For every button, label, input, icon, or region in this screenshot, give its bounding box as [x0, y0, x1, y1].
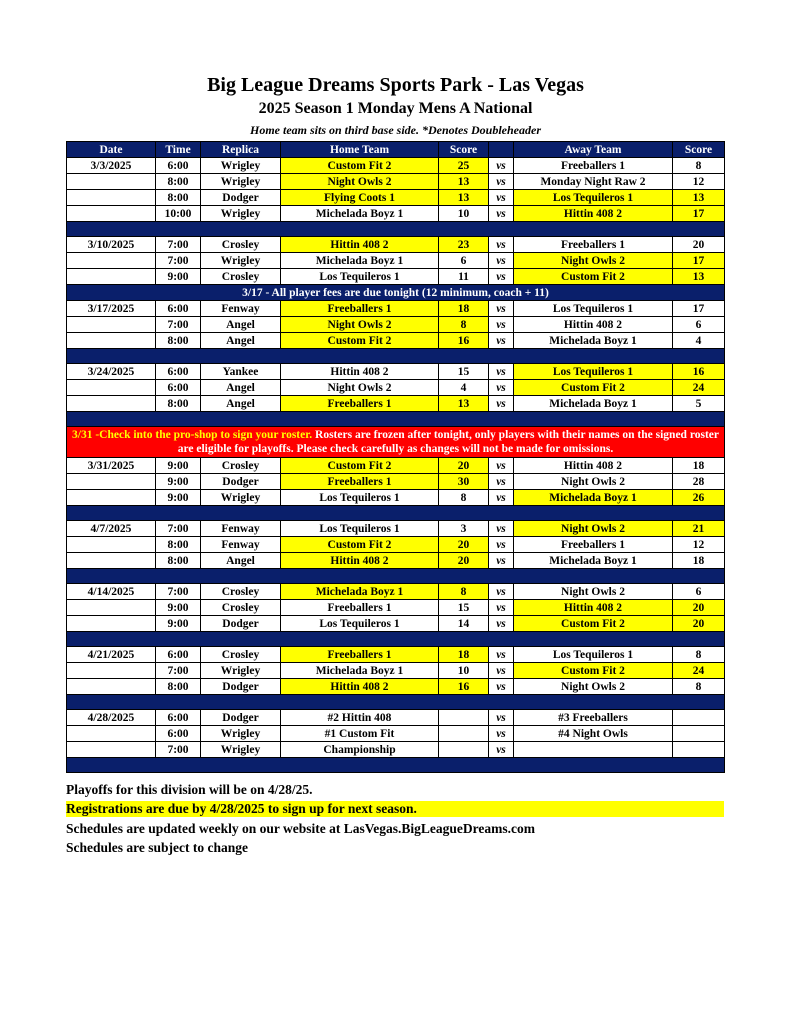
week-separator: [67, 349, 725, 364]
home-score: 15: [439, 364, 489, 380]
separator-cell: [67, 569, 725, 584]
field-replica: Wrigley: [201, 253, 281, 269]
field-replica: Yankee: [201, 364, 281, 380]
schedule-body: [67, 158, 725, 773]
away-team: Night Owls 2: [514, 253, 673, 269]
game-date: [67, 474, 156, 490]
vs-label: vs: [489, 458, 514, 474]
roster-alert-row: [67, 427, 725, 458]
game-time: 9:00: [156, 458, 201, 474]
game-date: [67, 206, 156, 222]
home-score: 13: [439, 190, 489, 206]
vs-label: vs: [489, 206, 514, 222]
game-time: 7:00: [156, 521, 201, 537]
away-team: Michelada Boyz 1: [514, 553, 673, 569]
vs-label: vs: [489, 253, 514, 269]
week-separator: [67, 569, 725, 584]
game-time: 6:00: [156, 726, 201, 742]
game-date: [67, 333, 156, 349]
home-score: [439, 742, 489, 758]
game-row: [67, 616, 725, 632]
separator-cell: [67, 349, 725, 364]
away-team: [514, 742, 673, 758]
game-time: 9:00: [156, 616, 201, 632]
game-time: 8:00: [156, 174, 201, 190]
game-row: [67, 521, 725, 537]
away-team: Los Tequileros 1: [514, 364, 673, 380]
game-date: 4/28/2025: [67, 710, 156, 726]
game-time: 9:00: [156, 474, 201, 490]
game-row: [67, 190, 725, 206]
game-row: [67, 537, 725, 553]
away-score: 12: [673, 537, 725, 553]
field-replica: Wrigley: [201, 174, 281, 190]
home-score: [439, 726, 489, 742]
home-team: #1 Custom Fit: [281, 726, 439, 742]
home-team: Freeballers 1: [281, 600, 439, 616]
away-team: Freeballers 1: [514, 237, 673, 253]
vs-label: vs: [489, 237, 514, 253]
game-row: [67, 490, 725, 506]
game-date: [67, 490, 156, 506]
game-time: 9:00: [156, 490, 201, 506]
vs-label: vs: [489, 647, 514, 663]
game-time: 7:00: [156, 584, 201, 600]
vs-label: vs: [489, 616, 514, 632]
away-team: #4 Night Owls: [514, 726, 673, 742]
away-team: Hittin 408 2: [514, 458, 673, 474]
field-replica: Fenway: [201, 301, 281, 317]
separator-cell: [67, 758, 725, 773]
away-team: Night Owls 2: [514, 679, 673, 695]
field-replica: Angel: [201, 317, 281, 333]
field-replica: Crosley: [201, 600, 281, 616]
game-date: [67, 174, 156, 190]
game-date: [67, 600, 156, 616]
home-score: 25: [439, 158, 489, 174]
game-date: 4/14/2025: [67, 584, 156, 600]
separator-cell: [67, 632, 725, 647]
home-score: 8: [439, 584, 489, 600]
game-time: 9:00: [156, 269, 201, 285]
home-team: Hittin 408 2: [281, 364, 439, 380]
away-score: 8: [673, 647, 725, 663]
game-date: [67, 317, 156, 333]
home-score: 20: [439, 553, 489, 569]
game-row: [67, 600, 725, 616]
vs-label: vs: [489, 474, 514, 490]
game-date: 3/10/2025: [67, 237, 156, 253]
game-date: [67, 537, 156, 553]
away-team: Custom Fit 2: [514, 269, 673, 285]
vs-label: vs: [489, 174, 514, 190]
game-row: [67, 333, 725, 349]
home-score: 20: [439, 458, 489, 474]
away-team: Night Owls 2: [514, 584, 673, 600]
away-team: Night Owls 2: [514, 521, 673, 537]
game-time: 8:00: [156, 396, 201, 412]
game-date: [67, 253, 156, 269]
fee-banner-row: [67, 285, 725, 301]
field-replica: Dodger: [201, 616, 281, 632]
away-score: 8: [673, 679, 725, 695]
field-replica: Crosley: [201, 647, 281, 663]
home-team: Flying Coots 1: [281, 190, 439, 206]
home-score: 16: [439, 333, 489, 349]
home-team: Custom Fit 2: [281, 333, 439, 349]
vs-label: vs: [489, 269, 514, 285]
game-time: 8:00: [156, 537, 201, 553]
away-score: [673, 710, 725, 726]
home-team: Los Tequileros 1: [281, 521, 439, 537]
roster-alert-text: Rosters are frozen after tonight, only players with their names on the signed roster are eligible for playoffs. Please check carefully as changes will not be made for omissions.: [177, 429, 719, 455]
field-replica: Crosley: [201, 458, 281, 474]
home-score: 4: [439, 380, 489, 396]
game-time: 6:00: [156, 364, 201, 380]
home-team: Michelada Boyz 1: [281, 663, 439, 679]
schedule-table: [66, 141, 725, 773]
home-score: 13: [439, 396, 489, 412]
game-date: [67, 663, 156, 679]
col-home-score: Score: [439, 142, 489, 158]
game-row: [67, 253, 725, 269]
col-replica: Replica: [201, 142, 281, 158]
game-time: 9:00: [156, 600, 201, 616]
game-time: 10:00: [156, 206, 201, 222]
away-score: 26: [673, 490, 725, 506]
home-team: Los Tequileros 1: [281, 616, 439, 632]
col-time: Time: [156, 142, 201, 158]
away-score: 5: [673, 396, 725, 412]
away-score: 6: [673, 317, 725, 333]
field-replica: Wrigley: [201, 158, 281, 174]
game-time: 8:00: [156, 190, 201, 206]
field-replica: Wrigley: [201, 726, 281, 742]
home-team: Hittin 408 2: [281, 237, 439, 253]
field-replica: Fenway: [201, 521, 281, 537]
game-row: [67, 364, 725, 380]
home-team: Hittin 408 2: [281, 553, 439, 569]
playoffs-note: Playoffs for this division will be on 4/28/25.: [66, 782, 313, 797]
home-team: Freeballers 1: [281, 396, 439, 412]
away-score: 13: [673, 190, 725, 206]
home-team: Freeballers 1: [281, 647, 439, 663]
game-date: [67, 553, 156, 569]
separator-cell: [67, 506, 725, 521]
game-time: 8:00: [156, 679, 201, 695]
game-time: 6:00: [156, 158, 201, 174]
game-time: 7:00: [156, 253, 201, 269]
home-team: Night Owls 2: [281, 174, 439, 190]
vs-label: vs: [489, 301, 514, 317]
game-date: 3/17/2025: [67, 301, 156, 317]
field-replica: Fenway: [201, 537, 281, 553]
home-score: 23: [439, 237, 489, 253]
away-team: Custom Fit 2: [514, 663, 673, 679]
game-time: 6:00: [156, 301, 201, 317]
home-team: Custom Fit 2: [281, 458, 439, 474]
home-score: 14: [439, 616, 489, 632]
home-score: 30: [439, 474, 489, 490]
game-row: [67, 679, 725, 695]
home-score: 18: [439, 301, 489, 317]
home-score: 8: [439, 490, 489, 506]
game-row: [67, 474, 725, 490]
away-score: 6: [673, 584, 725, 600]
vs-label: vs: [489, 663, 514, 679]
game-row: [67, 710, 725, 726]
away-score: 4: [673, 333, 725, 349]
away-team: Hittin 408 2: [514, 600, 673, 616]
away-score: 20: [673, 600, 725, 616]
game-row: [67, 647, 725, 663]
home-score: 20: [439, 537, 489, 553]
field-replica: Angel: [201, 396, 281, 412]
game-date: [67, 380, 156, 396]
game-time: 7:00: [156, 237, 201, 253]
home-score: 15: [439, 600, 489, 616]
game-date: [67, 269, 156, 285]
away-score: 12: [673, 174, 725, 190]
game-time: 6:00: [156, 380, 201, 396]
field-replica: Crosley: [201, 584, 281, 600]
home-team: Los Tequileros 1: [281, 269, 439, 285]
col-home-team: Home Team: [281, 142, 439, 158]
vs-label: vs: [489, 190, 514, 206]
home-score: 13: [439, 174, 489, 190]
home-team: Los Tequileros 1: [281, 490, 439, 506]
away-score: 24: [673, 663, 725, 679]
home-score: 10: [439, 206, 489, 222]
field-replica: Angel: [201, 553, 281, 569]
home-score: 18: [439, 647, 489, 663]
week-separator: [67, 506, 725, 521]
col-vs: [489, 142, 514, 158]
home-team: Freeballers 1: [281, 301, 439, 317]
roster-alert: [67, 427, 725, 458]
away-score: 8: [673, 158, 725, 174]
field-replica: Dodger: [201, 710, 281, 726]
away-score: [673, 726, 725, 742]
game-date: [67, 742, 156, 758]
away-team: Michelada Boyz 1: [514, 333, 673, 349]
away-score: 20: [673, 616, 725, 632]
away-score: 13: [673, 269, 725, 285]
separator-cell: [67, 695, 725, 710]
away-team: Freeballers 1: [514, 537, 673, 553]
home-team: Hittin 408 2: [281, 679, 439, 695]
game-row: [67, 663, 725, 679]
game-date: [67, 726, 156, 742]
col-date: Date: [67, 142, 156, 158]
vs-label: vs: [489, 364, 514, 380]
vs-label: vs: [489, 490, 514, 506]
game-time: 7:00: [156, 742, 201, 758]
away-score: 16: [673, 364, 725, 380]
vs-label: vs: [489, 742, 514, 758]
vs-label: vs: [489, 679, 514, 695]
vs-label: vs: [489, 726, 514, 742]
away-team: Michelada Boyz 1: [514, 490, 673, 506]
week-separator: [67, 758, 725, 773]
roster-alert-highlight: 3/31 -Check into the pro-shop to sign your roster.: [72, 429, 313, 441]
field-replica: Crosley: [201, 269, 281, 285]
away-team: #3 Freeballers: [514, 710, 673, 726]
home-score: [439, 710, 489, 726]
game-time: 8:00: [156, 333, 201, 349]
vs-label: vs: [489, 158, 514, 174]
vs-label: vs: [489, 521, 514, 537]
field-replica: Crosley: [201, 237, 281, 253]
game-date: 3/3/2025: [67, 158, 156, 174]
field-replica: Wrigley: [201, 206, 281, 222]
away-team: Los Tequileros 1: [514, 647, 673, 663]
game-date: 3/31/2025: [67, 458, 156, 474]
home-team: Custom Fit 2: [281, 537, 439, 553]
game-row: [67, 237, 725, 253]
game-date: [67, 190, 156, 206]
vs-label: vs: [489, 584, 514, 600]
field-replica: Wrigley: [201, 742, 281, 758]
home-team: Night Owls 2: [281, 317, 439, 333]
away-team: Custom Fit 2: [514, 616, 673, 632]
week-separator: [67, 222, 725, 237]
away-team: Los Tequileros 1: [514, 301, 673, 317]
game-row: [67, 158, 725, 174]
away-score: 17: [673, 301, 725, 317]
field-replica: Angel: [201, 333, 281, 349]
game-row: [67, 742, 725, 758]
game-date: 4/7/2025: [67, 521, 156, 537]
col-away-team: Away Team: [514, 142, 673, 158]
game-row: [67, 174, 725, 190]
registration-note: Registrations are due by 4/28/2025 to sign up for next season.: [66, 801, 724, 817]
game-row: [67, 301, 725, 317]
page-title: Big League Dreams Sports Park - Las Vegas: [207, 74, 584, 96]
game-date: [67, 679, 156, 695]
away-team: Hittin 408 2: [514, 206, 673, 222]
away-team: Night Owls 2: [514, 474, 673, 490]
game-row: [67, 317, 725, 333]
fee-banner: 3/17 - All player fees are due tonight (12 minimum, coach + 11): [67, 285, 725, 301]
game-time: 7:00: [156, 663, 201, 679]
home-team: Night Owls 2: [281, 380, 439, 396]
home-team: Michelada Boyz 1: [281, 584, 439, 600]
schedule-note: Home team sits on third base side. *Denotes Doubleheader: [250, 123, 541, 137]
vs-label: vs: [489, 537, 514, 553]
separator-cell: [67, 222, 725, 237]
away-score: 18: [673, 553, 725, 569]
subject-to-change-note: Schedules are subject to change: [66, 840, 248, 855]
field-replica: Wrigley: [201, 663, 281, 679]
game-row: [67, 584, 725, 600]
vs-label: vs: [489, 317, 514, 333]
away-team: Freeballers 1: [514, 158, 673, 174]
vs-label: vs: [489, 333, 514, 349]
away-score: [673, 742, 725, 758]
game-time: 6:00: [156, 647, 201, 663]
vs-label: vs: [489, 710, 514, 726]
home-team: Michelada Boyz 1: [281, 206, 439, 222]
week-separator: [67, 412, 725, 427]
home-score: 10: [439, 663, 489, 679]
field-replica: Dodger: [201, 190, 281, 206]
away-score: 24: [673, 380, 725, 396]
game-row: [67, 396, 725, 412]
away-score: 17: [673, 253, 725, 269]
separator-cell: [67, 412, 725, 427]
away-score: 28: [673, 474, 725, 490]
home-score: 3: [439, 521, 489, 537]
game-time: 7:00: [156, 317, 201, 333]
home-team: Freeballers 1: [281, 474, 439, 490]
game-row: [67, 553, 725, 569]
home-score: 8: [439, 317, 489, 333]
away-score: 21: [673, 521, 725, 537]
game-time: 6:00: [156, 710, 201, 726]
game-row: [67, 458, 725, 474]
week-separator: [67, 695, 725, 710]
away-team: Hittin 408 2: [514, 317, 673, 333]
game-row: [67, 206, 725, 222]
field-replica: Dodger: [201, 474, 281, 490]
away-team: Monday Night Raw 2: [514, 174, 673, 190]
home-score: 6: [439, 253, 489, 269]
home-score: 11: [439, 269, 489, 285]
vs-label: vs: [489, 553, 514, 569]
game-row: [67, 726, 725, 742]
field-replica: Dodger: [201, 679, 281, 695]
vs-label: vs: [489, 380, 514, 396]
home-team: Championship: [281, 742, 439, 758]
away-score: 20: [673, 237, 725, 253]
home-score: 16: [439, 679, 489, 695]
home-team: #2 Hittin 408: [281, 710, 439, 726]
game-date: [67, 396, 156, 412]
away-score: 18: [673, 458, 725, 474]
game-date: [67, 616, 156, 632]
game-date: 4/21/2025: [67, 647, 156, 663]
home-team: Michelada Boyz 1: [281, 253, 439, 269]
game-time: 8:00: [156, 553, 201, 569]
game-date: 3/24/2025: [67, 364, 156, 380]
week-separator: [67, 632, 725, 647]
game-row: [67, 380, 725, 396]
col-away-score: Score: [673, 142, 725, 158]
vs-label: vs: [489, 396, 514, 412]
field-replica: Angel: [201, 380, 281, 396]
vs-label: vs: [489, 600, 514, 616]
home-team: Custom Fit 2: [281, 158, 439, 174]
away-team: Los Tequileros 1: [514, 190, 673, 206]
away-score: 17: [673, 206, 725, 222]
page-subtitle: 2025 Season 1 Monday Mens A National: [258, 100, 533, 117]
website-note: Schedules are updated weekly on our website at LasVegas.BigLeagueDreams.com: [66, 821, 536, 836]
header-row: [67, 142, 725, 158]
away-team: Michelada Boyz 1: [514, 396, 673, 412]
away-team: Custom Fit 2: [514, 380, 673, 396]
game-row: [67, 269, 725, 285]
field-replica: Wrigley: [201, 490, 281, 506]
